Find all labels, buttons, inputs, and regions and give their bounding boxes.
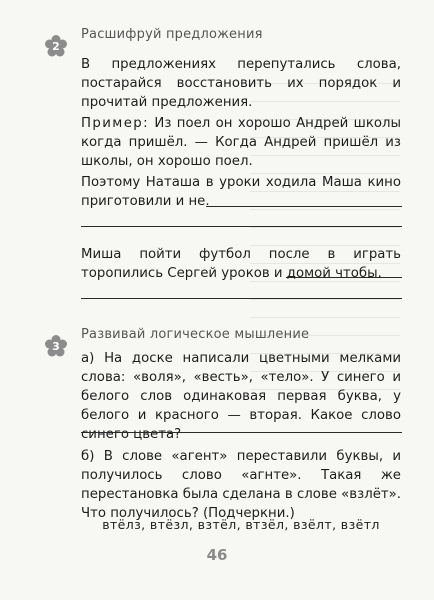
scrambled-sentence-2: Миша пойти футбол после в играть торопились Сергей уроков и домой чтобы. xyxy=(81,247,401,281)
answer-line-1a[interactable] xyxy=(206,206,402,207)
page-number: 46 xyxy=(206,546,228,564)
section-title-1: Расшифруй предложения xyxy=(81,27,263,42)
example-label: Пример: xyxy=(81,116,150,131)
answer-line-1b[interactable] xyxy=(81,226,402,227)
svg-text:2: 2 xyxy=(52,40,60,53)
task-number-badge-2 xyxy=(45,35,67,57)
flower-badge-icon xyxy=(45,335,67,357)
scrambled-sentence-1: Поэтому Наташа в уроки ходила Маша кино приготовили и не. xyxy=(81,175,401,209)
task-number-badge-3 xyxy=(45,335,67,357)
example-text: Из поел он хорошо Андрей школы когда пришёл. — Когда Андрей пришёл из школы, он хорошо поел. xyxy=(81,116,402,169)
svg-text:3: 3 xyxy=(52,340,60,353)
task-b-text: б) В слове «агент» переставили буквы, и получилось слово «агнте». Такая же перестановка была сделана в слове «взлёт». Что получилось? (Подчеркни.) xyxy=(81,449,401,521)
instruction-text: В предложениях перепутались слова, постарайся восстановить их порядок и прочитай предложения. xyxy=(81,57,401,110)
example-block xyxy=(81,114,401,171)
section-title-2: Развивай логическое мышление xyxy=(81,327,310,342)
answer-line-2b[interactable] xyxy=(81,298,402,299)
flower-badge-icon xyxy=(45,35,67,57)
answer-line-a[interactable] xyxy=(81,432,402,433)
answer-options[interactable]: втёлз, втёзл, взтёл, втзёл, взёлт, взётл xyxy=(102,517,380,532)
answer-line-2a[interactable] xyxy=(286,277,402,278)
task-a-text: а) На доске написали цветными мелками слова: «воля», «весть», «тело». У синего и белого слов одинаковая первая буква, у белого и красного — вторая. Какое слово синего цвета? xyxy=(81,351,401,442)
